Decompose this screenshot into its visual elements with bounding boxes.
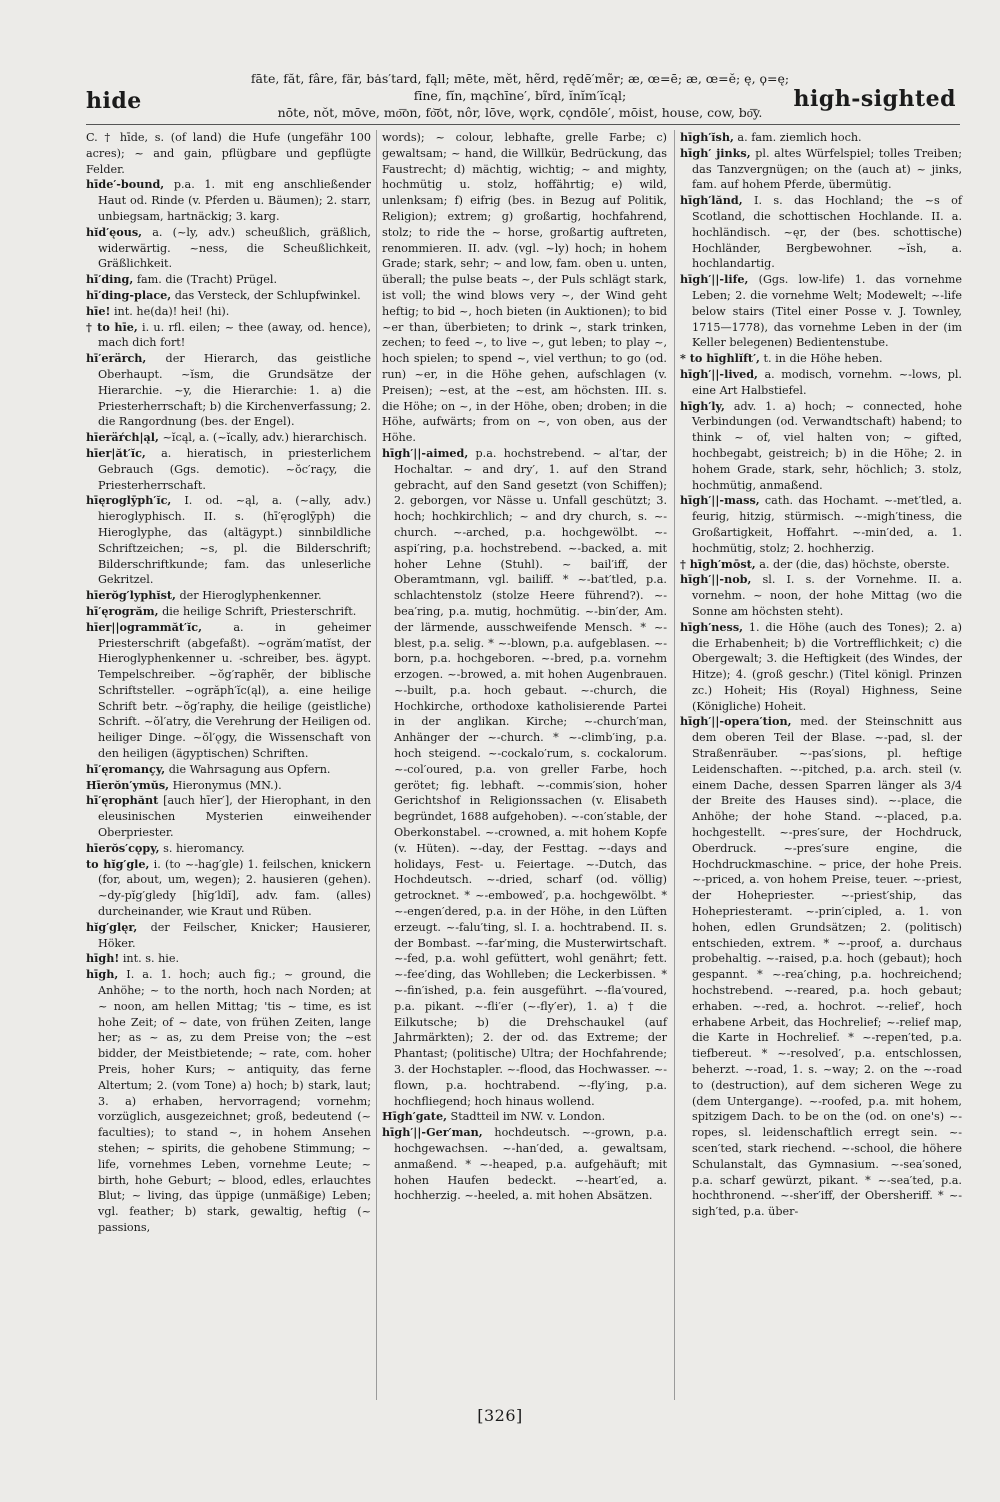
definition: der Hierarch, das geistliche Oberhaupt. ~ĭsm, die Grundsätze der Hierarchie. ~y, die Hierarchie: 1. a) die Priesterherrschaft; b) die Kirchenverfassung; 2. die Rangordnung (bes. der Engel). [98, 352, 371, 429]
definition: hochdeutsch. ~-grown, p.a. hochgewachsen. ~-han′ded, a. gewaltsam, anmaßend. * ~-heaped, p.a. aufgehäuft; mit hohen Haufen bedeckt. ~-heart′ed, a. hochherzig. ~-heeled, a. mit hohen Absätzen. [394, 1126, 667, 1203]
dictionary-entry [382, 446, 667, 1109]
dictionary-entry [86, 762, 371, 778]
pronunciation-key-line: fīne, fĭn, mąchīne′, bĩrd, ĭnĭm′ĭcąl; [413, 88, 627, 103]
definition: ~ĭcąl, a. (~ĭcally, adv.) hierarchisch. [158, 431, 368, 445]
definition: a. hieratisch, in priesterlichem Gebrauch (Ggs. demotic). ~ŏc′raçy, die Priesterherrschaft. [98, 446, 371, 492]
definition: [auch hīer′], der Hierophant, in den eleusinischen Mysterien einweihender Oberpriester. [98, 794, 371, 840]
definition: (Ggs. low-life) 1. das vornehme Leben; 2. die vornehme Welt; Modewelt; ~-life below stairs (Titel einer Posse v. J. Townley, 1715—1778), das vornehme Leben in der (im Keller belegenen) Bedientenstube. [692, 273, 962, 350]
headword: to hĭg′gle, [86, 856, 150, 871]
dictionary-entry [680, 272, 962, 351]
guide-word-left: hide [86, 88, 142, 114]
definition: a. in geheimer Priesterschrift (abgefaßt). ~ogrăm′matĭst, der Hieroglyphenkenner u. -schreiber, bes. ägypt. Tempelschreiber. ~ŏg′raphẽr, der biblische Schriftsteller. ~ogrăph′ĭc(ąl), a. eine heilige Schrift betr. ~ŏg′raphy, die heilige (geistliche) Schrift. ~ŏl′atry, die Verehrung der Heiligen od. heiliger Dinge. ~ŏl′ǫgy, die Wissenschaft von den heiligen (ägyptischen) Schriften. [98, 620, 371, 761]
dictionary-entry [680, 367, 962, 399]
definition: adv. 1. a) hoch; ~ connected, hohe Verbindungen (od. Verwandtschaft) habend; to think ~ of, viel halten von; ~ gifted, hochbegabt, geistreich; b) in die Höhe; 2. in hohem Grade, stark, sehr, höchlich; 3. stolz, hochmütig, anmaßend. [692, 399, 962, 492]
column-1 [86, 130, 371, 1236]
dictionary-entry [680, 130, 962, 146]
dictionary-entry [86, 446, 371, 493]
dictionary-entry [382, 1125, 667, 1204]
headword: Hīgh′gate, [382, 1109, 447, 1124]
dictionary-entry [86, 841, 371, 857]
dictionary-entry [680, 146, 962, 193]
dictionary-entry [680, 193, 962, 272]
page-number: [326] [477, 1406, 523, 1425]
headword: † to hīe, [86, 319, 138, 334]
headword: hīer|ăt′ĭc, [86, 445, 146, 460]
dictionary-entry [86, 951, 371, 967]
definition: das Versteck, der Schlupfwinkel. [171, 288, 361, 302]
column-2 [382, 130, 667, 1204]
headword: hīerŏs′cǫpy, [86, 840, 160, 855]
definition: a. der (die, das) höchste, oberste. [755, 557, 950, 571]
definition: int. he(da)! hei! (hi). [110, 304, 230, 318]
headword: hī′ęrophănt [86, 793, 159, 808]
headword: hĭg′glęr, [86, 919, 138, 934]
headword: hī′ding-place, [86, 287, 172, 302]
dictionary-entry [680, 572, 962, 619]
headword: hīde′-bound, [86, 177, 165, 192]
definition: i. (to ~-hag′gle) 1. feilschen, knickern (for, about, um, wegen); 2. hausieren (gehen). ~dy-pĭg′gledy [hĭg′ldĭ], adv. fam. (alles) durcheinander, wie Kraut und Rüben. [98, 857, 371, 919]
definition: die Wahrsagung aus Opfern. [165, 762, 331, 776]
definition: a. modisch, vornehm. ~-lows, pl. eine Art Halbstiefel. [692, 367, 962, 397]
headword: hīgh, [86, 967, 119, 982]
guide-word-right: high-sighted [793, 86, 956, 112]
header-rule [86, 124, 960, 125]
definition: C. † hīde, s. (of land) die Hufe (ungefähr 100 acres); ~ and gain, pflügbare und gepflügte Felder. [86, 131, 371, 176]
dictionary-entry [86, 351, 371, 430]
definition: I. a. 1. hoch; auch fig.; ~ ground, die Anhöhe; ~ to the north, hoch nach Norden; at ~ noon, am hellen Mittag; 'tis ~ time, es ist hohe Zeit; of ~ date, von frühen Zeiten, lange her; as ~ as, zu dem Preise von; the ~est bidder, der Meistbietende; ~ rate, com. hoher Preis, hoher Kurs; ~ antiquity, das ferne Altertum; 2. (vom Tone) a) hoch; b) stark, laut; 3. a) erhaben, hervorragend; vornehm; vorzüglich, ausgezeichnet; groß, bedeutend (~ faculties); to stand ~, in hohem Ansehen stehen; ~ spirits, die gehobene Stimmung; ~ life, vornehmes Leben, vornehme Leute; ~ birth, hohe Geburt; ~ blood, edles, erlauchtes Blut; ~ living, das üppige (unmäßige) Leben; vgl. feather; b) stark, gewaltig, heftig (~ passions, [98, 968, 371, 1234]
dictionary-entry [680, 399, 962, 494]
headword: hīgh! [86, 951, 120, 966]
definition: Hieronymus (MN.). [169, 778, 282, 792]
headword: hīgh′lănd, [680, 193, 743, 208]
definition: med. der Steinschnitt aus dem oberen Teil der Blase. ~-pad, sl. der Straßenräuber. ~-pas′sions, pl. heftige Leidenschaften. ~-pitched, p.a. arch. steil (v. einem Dache, dessen Sparren länger als 3/4 der Breite des Hauses sind). ~-place, die Anhöhe; der hohe Stand. ~-placed, p.a. hochgestellt. ~-pres′sure, der Hochdruck, Oberdruck. ~-pres′sure engine, die Hochdruckmaschine. ~ price, der hohe Preis. ~-priced, a. von hohem Preise, teuer. ~-priest, der Hohepriester. ~-priest′ship, das Hohepriesteramt. ~-prin′cipled, a. 1. von hohen, edlen Grundsätzen; 2. (politisch) entschieden, extrem. * ~-proof, a. durchaus probehaltig. ~-raised, p.a. hoch (gebaut); hoch gespannt. * ~-rea′ching, p.a. hochreichend; hochstrebend. ~-reared, p.a. hoch gebaut; erhaben. ~-red, a. hochrot. ~-relief′, hoch erhabene Arbeit, das Hochrelief; ~-relief map, die Karte in Hochrelief. * ~-repen′ted, p.a. tiefbereut. * ~-resolved′, p.a. entschlossen, beherzt. ~-road, 1. s. ~way; 2. on the ~-road to (destruction), auf dem sicheren Wege zu (dem Untergange). ~-roofed, p.a. mit hohem, spitzigem Dach. to be on the (od. on one's) ~-ropes, sl. leidenschaftlich erregt sein. ~-scen′ted, stark riechend. ~-school, die höhere Schulanstalt, das Gymnasium. ~-sea′soned, p.a. scharf gewürzt, pikant. * ~-sea′ted, p.a. hochthronend. ~-sher′iff, der Obersheriff. * ~-sigh′ted, p.a. über- [692, 715, 962, 1219]
dictionary-entry [680, 620, 962, 715]
headword: hīer||ogrammăt′ĭc, [86, 619, 202, 634]
dictionary-entry [86, 320, 371, 352]
definition: 1. die Höhe (auch des Tones); 2. a) die Erhabenheit; b) die Vortrefflichkeit; c) die Obergewalt; 3. die Heftigkeit (des Windes, der Hitze); 4. (groß geschr.) (Titel königl. Prinzen zc.) Hoheit; His (Royal) Highness, Seine (Königliche) Hoheit. [692, 620, 962, 713]
headword: hī′erärch, [86, 351, 147, 366]
definition: der Feilscher, Knicker; Hausierer, Höker. [98, 920, 371, 950]
headword: hīgh′||-lived, [680, 366, 758, 381]
definition: Stadtteil im NW. v. London. [446, 1110, 606, 1124]
dictionary-entry [86, 604, 371, 620]
definition: int. s. hie. [119, 952, 180, 966]
definition: sl. I. s. der Vornehme. II. a. vornehm. ~ noon, der hohe Mittag (wo die Sonne am höchsten steht). [692, 573, 962, 618]
definition: p.a. hochstrebend. ~ al′tar, der Hochaltar. ~ and dry′, 1. auf den Strand gebracht, auf den Sand gesetzt (von Schiffen); 2. geborgen, vor Nässe u. Unfall geschützt; 3. hoch; hochkirchlich; ~ and dry church, s. ~-church. ~-arched, p.a. hochgewölbt. ~-aspi′ring, p.a. hochstrebend. ~-backed, a. mit hoher Lehne (Stuhl). ~ bail′iff, der Oberamtmann, vgl. bailiff. * ~-bat′tled, p.a. schlachtenstolz (stolze Heere führend?). ~-bea′ring, p.a. mutig, hochmütig. ~-bin′der, Am. der lärmende, ausschweifende Mensch. * ~-blest, p.a. selig. * ~-blown, p.a. aufgeblasen. ~-born, p.a. hochgeboren. ~-bred, p.a. vornehm erzogen. ~-browed, a. mit hohen Augenbrauen. ~-built, p.a. hoch gebaut. ~-church, die Hochkirche, orthodoxe katholisierende Partei in der anglikan. Kirche; ~-church′man, Anhänger der ~-church. * ~-climb′ing, p.a. hoch steigend. ~-cockalo′rum, s. cockalorum. ~-col′oured, p.a. von greller Farbe, hoch gerötet; fig. lebhaft. ~-commis′sion, hoher Gerichtshof in Religionssachen (v. Elisabeth begründet, 1688 aufgehoben). ~-con′stable, der Oberkonstabel. ~-crowned, a. mit hohem Kopfe (v. Hüten). ~-day, der Festtag. ~-days and holidays, Fest- u. Feiertage. ~-Dutch, das Hochdeutsch. ~-dried, scharf (od. völlig) getrocknet. * ~-embowed′, p.a. hochgewölbt. * ~-engen′dered, p.a. in der Höhe, in den Lüften erzeugt. ~-falu′ting, sl. I. a. hochtrabend. II. s. der Bombast. ~-far′ming, die Musterwirtschaft. ~-fed, p.a. wohl gefüttert, wohl genährt; fett. ~-fee′ding, das Wohlleben; die Leckerbissen. * ~-fin′ished, p.a. fein ausgeführt. ~-fla′voured, p.a. pikant. ~-fli′er (~-fly′er), 1. a) † die Eilkutsche; b) die Drehschaukel (auf Jahrmärkten); 2. der od. das Extreme; der Phantast; (politische) Ultra; der Hochfahrende; 3. der Hochstapler. ~-flood, das Hochwasser. ~-flown, p.a. hochtrabend. ~-fly′ing, p.a. hochfliegend; hoch hinaus wollend. [394, 446, 667, 1108]
headword: hīgh′||-nob, [680, 572, 752, 587]
definition: a. (~ly, adv.) scheußlich, gräßlich, widerwärtig. ~ness, die Scheußlichkeit, Gräßlichkeit. [98, 225, 371, 271]
definition: a. fam. ziemlich hoch. [733, 131, 862, 144]
dictionary-entry [86, 304, 371, 320]
headword: hīgh′||-opera′tion, [680, 714, 792, 729]
headword: hīeräŕch|ąl, [86, 430, 159, 445]
headword: hīgh′ly, [680, 398, 725, 413]
dictionary-entry [86, 793, 371, 840]
definition: p.a. 1. mit eng anschließender Haut od. Rinde (v. Pferden u. Bäumen); 2. starr, unbiegsam, hartnäckig; 3. karg. [98, 178, 371, 223]
definition: s. hieromancy. [159, 841, 245, 855]
definition: words); ~ colour, lebhafte, grelle Farbe; c) gewaltsam; ~ hand, die Willkür, Bedrückung, das Faustrecht; d) mächtig, wichtig; ~ and mighty, hochmütig u. stolz, hoffährtig; e) wild, unlenksam; f) eifrig (bes. in Bezug auf Politik, Religion); extrem; g) großartig, hochfahrend, stolz; to ride the ~ horse, großartig auftreten, renommieren. II. adv. (vgl. ~ly) hoch; in hohem Grade; stark, sehr; ~ and low, fam. oben u. unten, überall; the pulse beats ~, der Puls schlägt stark, ist voll; the wind blows very ~, der Wind geht heftig; to bid ~, hoch bieten (in Auktionen); to bid ~er than, überbieten; to drink ~, stark trinken, zechen; to feed ~, to live ~, gut leben; to play ~, hoch spielen; to spend ~, viel verthun; to go (od. run) ~er, in die Höhe gehen, aufschlagen (v. Preisen); ~est, at the ~est, am höchsten. III. s. die Höhe; on ~, in der Höhe, oben; droben; in die Höhe, aufwärts; from on ~, von oben, aus der Höhe. [382, 131, 667, 445]
pronunciation-key [200, 70, 840, 121]
definition: cath. das Hochamt. ~-met′tled, a. feurig, hitzig, stürmisch. ~-migh′tiness, die Großartigkeit, Hoffahrt. ~-min′ded, a. 1. hochmütig, stolz; 2. hochherzig. [692, 494, 962, 555]
dictionary-entry [86, 225, 371, 272]
headword: hīgh′ness, [680, 619, 744, 634]
column-divider [376, 130, 377, 1400]
dictionary-entry [86, 920, 371, 952]
headword: † hīgh′mōst, [680, 556, 756, 571]
definition: pl. altes Würfelspiel; tolles Treiben; das Tanzvergnügen; on the (auch at) ~ jinks, fam. auf hohem Pferde, übermütig. [692, 146, 962, 192]
dictionary-entry [86, 493, 371, 588]
definition: I. od. ~ąl, a. (~ally, adv.) hieroglyphisch. II. s. (hī′ęroglȳph) die Hieroglyphe, das (altägypt.) sinnbildliche Schriftzeichen; ~s, pl. die Bilderschrift; Bilderschriftkunde; fam. das unleserliche Gekritzel. [98, 494, 371, 587]
headword: hī′ęromançy, [86, 761, 166, 776]
headword: hīgh′||-aimed, [382, 445, 469, 460]
headword: Hīerŏn′ymŭs, [86, 777, 170, 792]
pronunciation-key-line: fāte, făt, fâre, fär, bȧs′tard, fąll; mēte, mĕt, hẽrd, rędē′mẽr; æ, œ=ē; æ, œ=ĕ; ę, ϙ=ę; [250, 71, 790, 86]
dictionary-entry [382, 130, 667, 446]
dictionary-entry [86, 288, 371, 304]
definition: t. in die Höhe heben. [759, 352, 883, 366]
headword: hīgh′||-Ger′man, [382, 1125, 483, 1140]
headword: hīgh′||-mass, [680, 493, 760, 508]
column-3 [680, 130, 962, 1220]
headword: hĭd′ęous, [86, 224, 143, 239]
dictionary-entry [86, 778, 371, 794]
dictionary-entry [86, 272, 371, 288]
headword: * to hīghlĭft′, [680, 351, 760, 366]
dictionary-entry [680, 351, 962, 367]
headword: hīęroglȳph′ĭc, [86, 493, 172, 508]
definition: fam. die (Tracht) Prügel. [133, 273, 277, 287]
dictionary-entry [86, 588, 371, 604]
headword: hī′ęrogrăm, [86, 603, 159, 618]
dictionary-entry [86, 967, 371, 1236]
pronunciation-key-line: nōte, nŏt, mōve, mo͞on, fo͝ot, nôr, lōve, wǫrk, cǫndōle′, mōist, house, cow, bo͞y. [277, 105, 763, 120]
headword: hīerŏg′lyphĭst, [86, 588, 176, 603]
dictionary-entry [680, 557, 962, 573]
dictionary-entry [86, 620, 371, 762]
dictionary-entry [86, 430, 371, 446]
column-divider [674, 130, 675, 1400]
headword: hīgh′ĭsh, [680, 130, 734, 144]
definition: i. u. rfl. eilen; ~ thee (away, od. hence), mach dich fort! [98, 320, 372, 350]
dictionary-entry [382, 1109, 667, 1125]
headword: hī′ding, [86, 272, 134, 287]
dictionary-entry [86, 177, 371, 224]
definition: I. s. das Hochland; the ~s of Scotland, die schottischen Hochlande. II. a. hochländisch. ~ęr, der (bes. schottische) Hochländer, Bergbewohner. ~ĭsh, a. hochlandartig. [692, 194, 962, 271]
definition: die heilige Schrift, Priesterschrift. [158, 604, 357, 618]
dictionary-entry [86, 130, 371, 177]
headword: hīe! [86, 303, 111, 318]
dictionary-entry [680, 493, 962, 556]
dictionary-entry [86, 857, 371, 920]
dictionary-entry [680, 714, 962, 1220]
definition: der Hieroglyphenkenner. [175, 589, 322, 603]
headword: hīgh′ jinks, [680, 145, 751, 160]
headword: hīgh′||-life, [680, 272, 749, 287]
